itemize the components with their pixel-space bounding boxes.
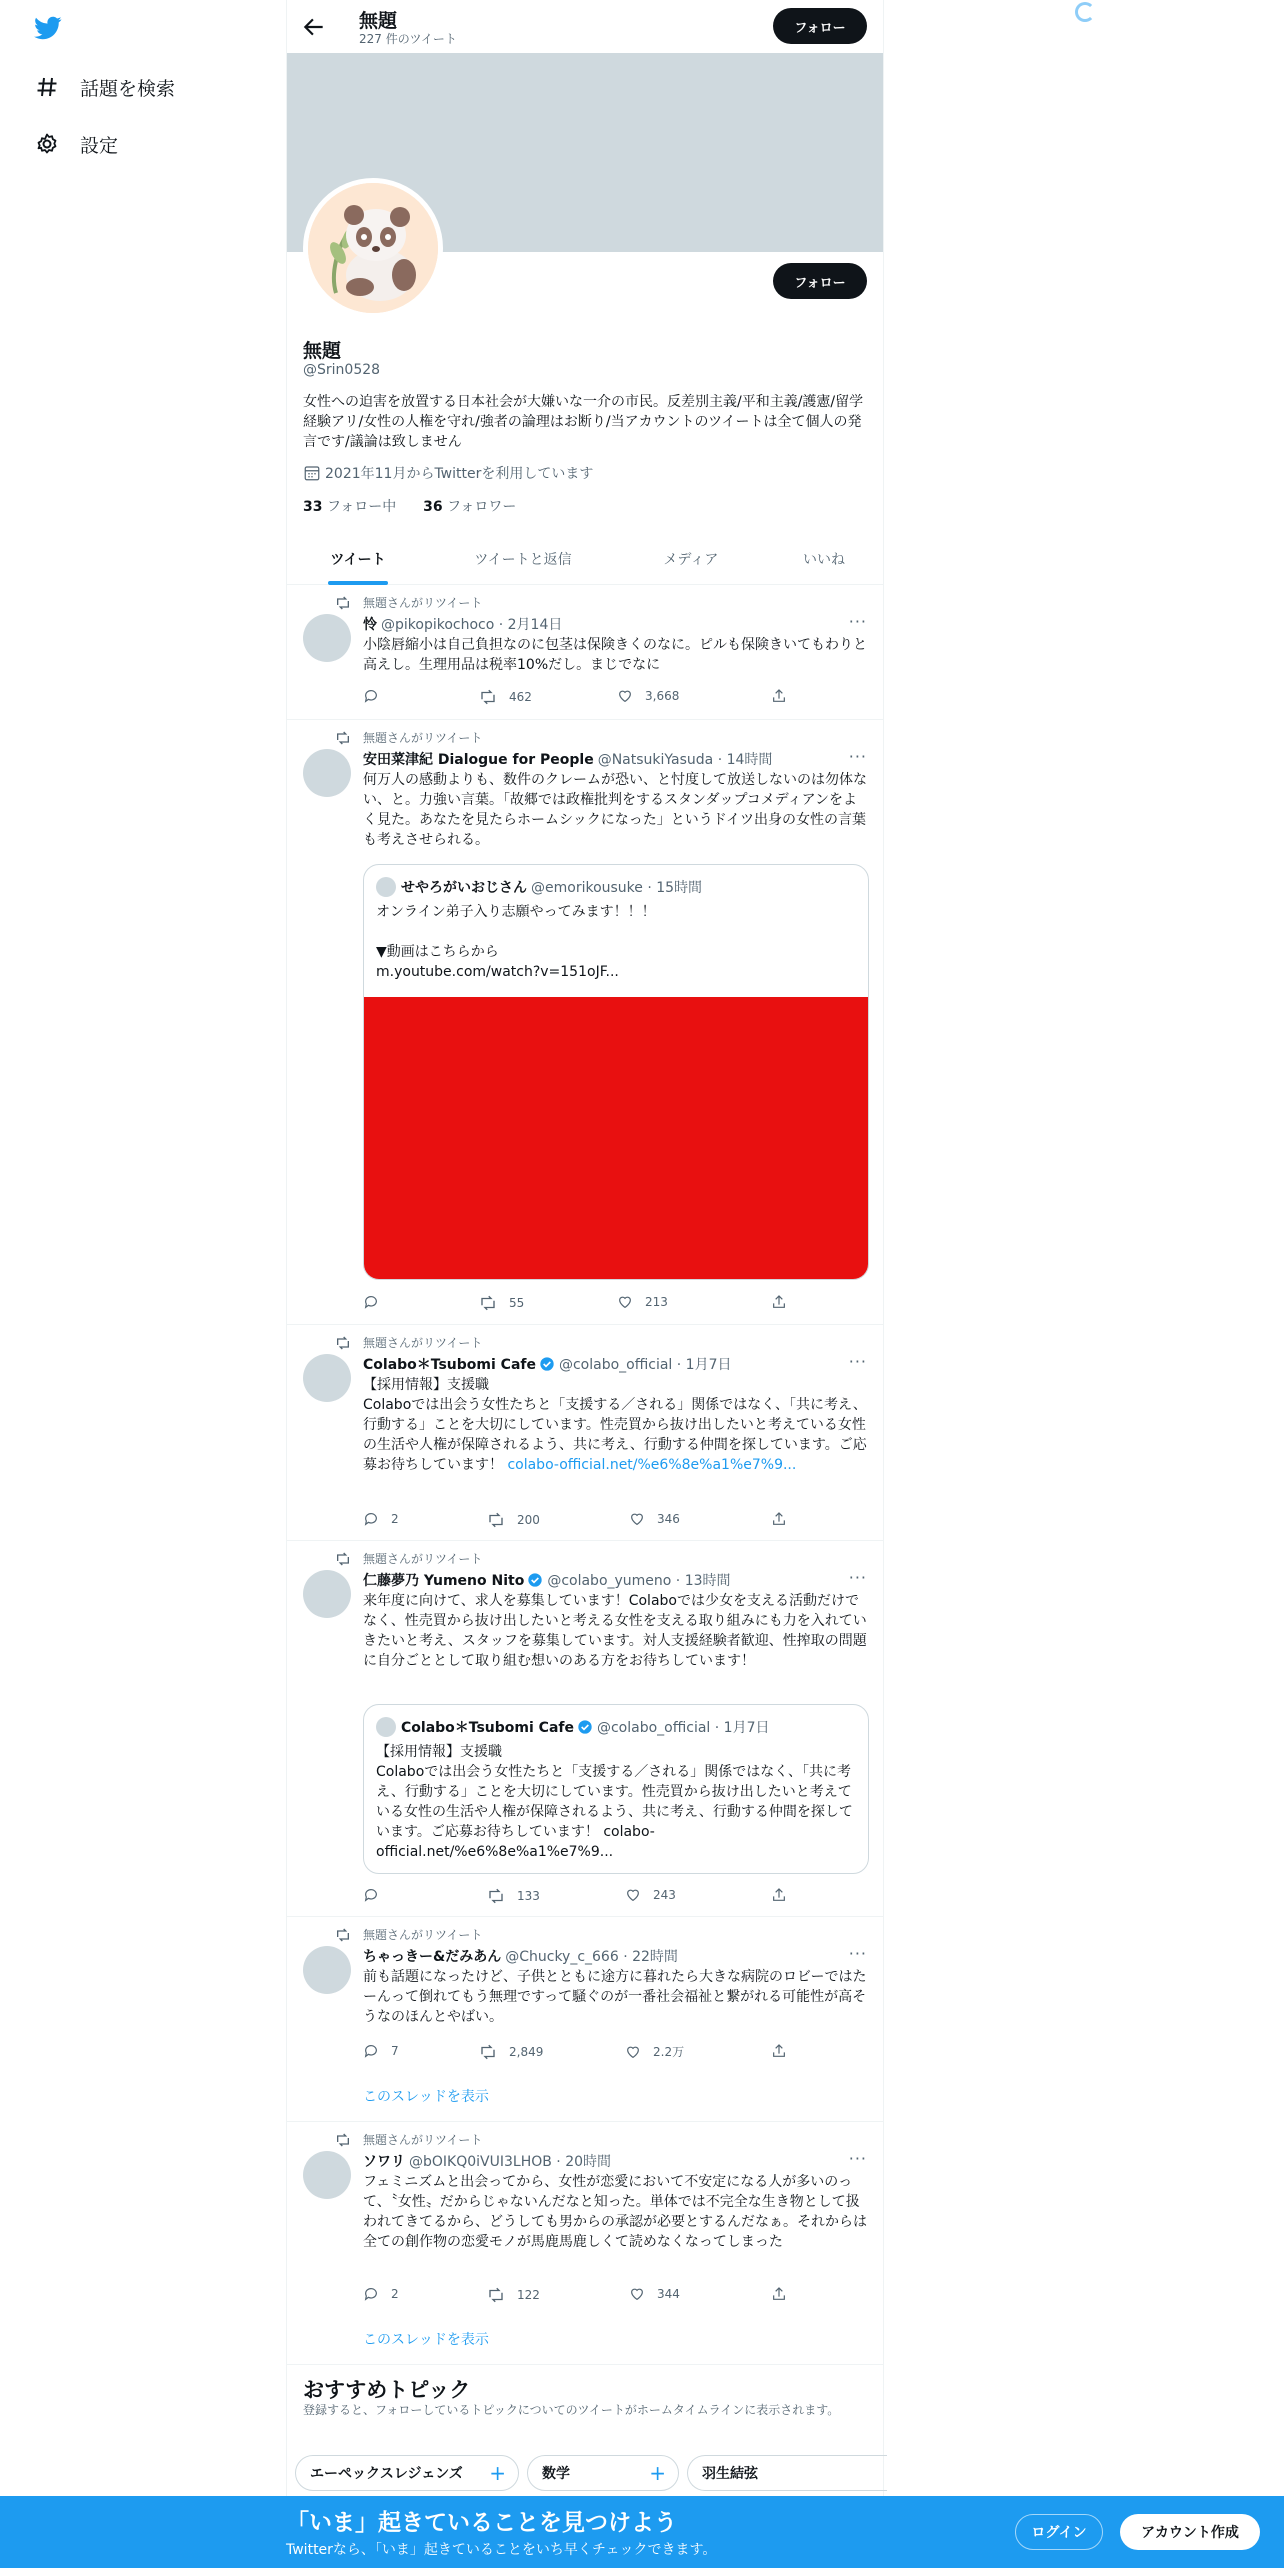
quote-header xyxy=(376,877,702,897)
retweet-button[interactable] xyxy=(487,1511,540,1529)
loading-spinner-icon xyxy=(1075,2,1095,22)
reply-button[interactable] xyxy=(363,2286,399,2302)
reply-button[interactable] xyxy=(363,1511,399,1527)
profile-stats xyxy=(303,496,516,516)
verified-badge-icon xyxy=(577,1719,593,1735)
avatar[interactable] xyxy=(303,1354,351,1402)
author-meta[interactable]: @colabo_official · 1月7日 xyxy=(558,1357,732,1373)
topic-chip[interactable] xyxy=(295,2455,519,2491)
like-button[interactable] xyxy=(625,1887,676,1903)
retweet-icon xyxy=(487,1887,505,1905)
tab-tweets[interactable] xyxy=(287,532,429,585)
tweet-header xyxy=(363,614,562,634)
retweet-count: 55 xyxy=(509,1296,525,1310)
quote-meta: @colabo_official · 1月7日 xyxy=(596,1720,770,1736)
retweet-context xyxy=(363,1550,482,1567)
tab-media-label: メディア xyxy=(663,551,719,568)
author-meta[interactable]: @Chucky_c_666 · 22時間 xyxy=(505,1949,678,1965)
author-name[interactable]: 怜 xyxy=(363,617,377,633)
like-count: 346 xyxy=(657,1512,680,1526)
author-name[interactable]: 仁藤夢乃 Yumeno Nito xyxy=(363,1573,525,1589)
avatar[interactable] xyxy=(303,2151,351,2199)
profile-name: 無題 xyxy=(303,340,342,362)
retweet-context xyxy=(363,1926,482,1943)
tab-likes-label: いいね xyxy=(803,551,845,568)
login-button[interactable]: ログイン xyxy=(1015,2514,1103,2550)
topic-chip[interactable] xyxy=(527,2455,679,2491)
tab-likes[interactable] xyxy=(765,532,883,585)
following-count: 33 xyxy=(303,499,323,515)
retweet-count: 122 xyxy=(517,2288,540,2302)
share-icon xyxy=(771,1887,787,1903)
share-icon xyxy=(771,1294,787,1310)
heart-icon xyxy=(625,1887,641,1903)
retweet-context-text: 無題さんがリツイート xyxy=(363,2133,483,2147)
quote-media[interactable] xyxy=(364,997,868,1279)
retweet-button[interactable] xyxy=(479,688,532,706)
retweet-context xyxy=(363,729,482,746)
like-count: 3,668 xyxy=(645,689,680,703)
following-label: フォロー中 xyxy=(326,499,397,515)
profile-bio: 女性への迫害を放置する日本社会が大嫌いな一介の市民。反差別主義/平和主義/護憲/留学経験アリ/女性の人権を守れ/強者の論理はお断り/当アカウントのツイートは全て個人の発言です/議論は致しません xyxy=(303,394,864,450)
retweet-context xyxy=(363,594,482,611)
reply-count: 7 xyxy=(391,2044,399,2058)
quote-author-name: Colabo＊Tsubomi Cafe xyxy=(401,1720,574,1736)
reply-icon xyxy=(363,1511,379,1527)
more-icon[interactable]: ··· xyxy=(848,2149,867,2168)
followers-label: フォロワー xyxy=(447,499,517,515)
author-name[interactable]: ちゃっきー&だみあん xyxy=(363,1949,502,1965)
signup-banner xyxy=(0,2496,1284,2568)
reply-count: 2 xyxy=(391,1512,399,1526)
reply-button[interactable] xyxy=(363,1294,379,1310)
retweet-count: 200 xyxy=(517,1513,540,1527)
author-name[interactable]: Colabo＊Tsubomi Cafe xyxy=(363,1357,536,1373)
tweet-item[interactable] xyxy=(287,2123,883,2365)
nav-explore[interactable] xyxy=(34,67,175,107)
profile-avatar[interactable] xyxy=(303,178,443,318)
avatar[interactable] xyxy=(303,749,351,797)
retweet-small-icon xyxy=(335,730,351,746)
topic-chip-label: 数学 xyxy=(542,2466,570,2482)
author-meta[interactable]: @NatsukiYasuda · 14時間 xyxy=(597,752,773,768)
reply-button[interactable] xyxy=(363,688,379,704)
quote-header xyxy=(376,1717,770,1737)
profile-handle: @Srin0528 xyxy=(303,362,381,378)
quoted-tweet[interactable] xyxy=(363,864,869,1280)
retweet-context-text: 無題さんがリツイート xyxy=(363,731,483,745)
quote-avatar xyxy=(376,877,396,897)
tab-tweets-label: ツイート xyxy=(330,551,386,568)
following-link[interactable] xyxy=(303,499,396,515)
tweet-text xyxy=(363,1375,869,1475)
retweet-button[interactable] xyxy=(487,1887,540,1905)
like-count: 213 xyxy=(645,1295,668,1309)
retweet-context xyxy=(363,2131,482,2148)
reply-icon xyxy=(363,1294,379,1310)
topics-subtitle: 登録すると、フォローしているトピックについてのツイートがホームタイムラインに表示されます。 xyxy=(303,2403,840,2417)
retweet-count: 462 xyxy=(509,690,532,704)
quote-text: 【採用情報】支援職 Colaboでは出会う女性たちと「支援する／される」関係ではなく、「共に考え、行動する」ことを大切にしています。性売買から抜け出したいと考えている女性の生活や人権が保障されるよう、共に考え、行動する仲間を探しています。ご応募お待ちしています！ colabo-official.net/%e6%8e%a1%e7%9... xyxy=(376,1744,853,1860)
tweet-item[interactable] xyxy=(287,1326,883,1541)
tweet-actions xyxy=(363,2043,793,2063)
tweet-header xyxy=(363,1354,732,1374)
more-icon[interactable]: ··· xyxy=(848,747,867,766)
tweet-text: 前も話題になったけど、子供とともに途方に暮れたら大きな病院のロビーではたーんって倒れてもう無理ですって騒ぐのが一番社会福祉と繋がれる可能性が高そうなのほんとやばい。 xyxy=(363,1969,867,2025)
retweet-context-text: 無題さんがリツイート xyxy=(363,596,483,610)
share-button[interactable] xyxy=(771,688,787,704)
top-bar xyxy=(287,0,883,53)
share-button[interactable] xyxy=(771,1511,787,1527)
profile-follow-button[interactable]: フォロー xyxy=(773,263,867,299)
avatar[interactable] xyxy=(303,614,351,662)
tweet-actions xyxy=(363,1887,793,1907)
topics-title: おすすめトピック xyxy=(303,2378,471,2402)
retweet-icon xyxy=(479,2043,497,2061)
topic-chip-label: エーペックスレジェンズ xyxy=(310,2466,463,2482)
reply-icon xyxy=(363,2286,379,2302)
like-button[interactable] xyxy=(629,2286,680,2302)
nav-settings[interactable] xyxy=(34,124,118,164)
panda-avatar-icon xyxy=(308,183,438,313)
author-name[interactable]: 安田菜津紀 Dialogue for People xyxy=(363,752,594,768)
followers-count: 36 xyxy=(423,499,443,515)
tab-tweets-replies-label: ツイートと返信 xyxy=(474,551,572,568)
more-icon[interactable]: ··· xyxy=(848,1944,867,1963)
reply-icon xyxy=(363,688,379,704)
retweet-context-text: 無題さんがリツイート xyxy=(363,1928,483,1942)
retweet-count: 2,849 xyxy=(509,2045,544,2059)
share-icon xyxy=(771,2043,787,2059)
tweet-header xyxy=(363,749,772,769)
retweet-small-icon xyxy=(335,1551,351,1567)
plus-icon: + xyxy=(489,2461,506,2485)
retweet-button[interactable] xyxy=(479,2043,543,2061)
profile-joined-text: 2021年11月からTwitterを利用しています xyxy=(325,466,594,482)
retweet-context-text: 無題さんがリツイート xyxy=(363,1552,483,1566)
like-count: 2.2万 xyxy=(653,2045,685,2059)
retweet-icon xyxy=(487,1511,505,1529)
retweet-button[interactable] xyxy=(479,1294,524,1312)
signup-button[interactable]: アカウント作成 xyxy=(1120,2514,1260,2550)
retweet-icon xyxy=(487,2286,505,2304)
reply-button[interactable] xyxy=(363,2043,399,2059)
profile-tabs xyxy=(287,532,883,585)
reply-count: 2 xyxy=(391,2287,399,2301)
followers-link[interactable] xyxy=(423,499,516,515)
tweet-text-body: 【採用情報】支援職 Colaboでは出会う女性たちと「支援する／される」関係ではなく、「共に考え、行動する」ことを大切にしています。性売買から抜け出したいと考えている女性の生活や人権が保障されるよう、共に考え、行動する仲間を探しています。ご応募お待ちしています！ xyxy=(363,1377,867,1473)
retweet-icon xyxy=(479,688,497,706)
retweet-context xyxy=(363,1334,482,1351)
profile-joined xyxy=(303,463,593,483)
tweet-text: 来年度に向けて、求人を募集しています！Colaboでは少女を支える活動だけでなく、性売買から抜け出したいと考える女性を支える取り組みにも力を入れていきたいと考え、スタッフを募集しています。対人支援経験者歓迎、性搾取の問題に自分ごととして取り組む想いのある方をお待ちしています！ xyxy=(363,1593,867,1669)
retweet-button[interactable] xyxy=(487,2286,540,2304)
topic-chip-label: 羽生結弦 xyxy=(702,2466,758,2482)
tweet-item[interactable] xyxy=(287,1918,883,2122)
author-name[interactable]: ソワリ xyxy=(363,2154,405,2170)
heart-icon xyxy=(629,1511,645,1527)
tweet-actions xyxy=(363,2286,793,2306)
tweet-item[interactable] xyxy=(287,721,883,1325)
quoted-tweet[interactable] xyxy=(363,1704,869,1874)
signup-banner-title: 「いま」起きていることを見つけよう xyxy=(286,2510,677,2536)
tweet-item[interactable] xyxy=(287,1542,883,1917)
hash-icon xyxy=(34,74,60,100)
verified-badge-icon xyxy=(539,1356,555,1372)
retweet-small-icon xyxy=(335,1335,351,1351)
more-icon[interactable]: ··· xyxy=(848,1568,867,1587)
tweet-header xyxy=(363,1946,678,1966)
quote-avatar xyxy=(376,1717,396,1737)
quote-text: オンライン弟子入り志願やってみます！！！ ▼動画はこちらから m.youtube.com/watch?v=151oJF... xyxy=(376,904,656,980)
tab-tweets-replies[interactable] xyxy=(429,532,617,585)
share-icon xyxy=(771,2286,787,2302)
retweet-context-text: 無題さんがリツイート xyxy=(363,1336,483,1350)
tweet-item[interactable] xyxy=(287,586,883,720)
gear-icon xyxy=(34,131,60,157)
tweet-text: 小陰唇縮小は自己負担なのに包茎は保険きくのなに。ピルも保険きいてもわりと高えし。生理用品は税率10%だし。まじでなに xyxy=(363,637,867,673)
retweet-small-icon xyxy=(335,595,351,611)
show-thread-link[interactable]: このスレッドを表示 xyxy=(363,2332,489,2348)
like-button[interactable] xyxy=(625,2043,684,2060)
show-thread-link[interactable]: このスレッドを表示 xyxy=(363,2089,489,2105)
nav-settings-label: 設定 xyxy=(80,134,119,157)
heart-icon xyxy=(629,2286,645,2302)
share-button[interactable] xyxy=(771,2043,787,2059)
topic-chip[interactable] xyxy=(687,2455,887,2491)
plus-icon: + xyxy=(649,2461,666,2485)
author-meta[interactable]: @pikopikochoco · 2月14日 xyxy=(381,617,563,633)
quote-author-name: せやろがいおじさん xyxy=(401,880,527,896)
header-tweet-count: 227 件のツイート xyxy=(359,32,457,46)
tweet-actions xyxy=(363,1294,793,1314)
share-icon xyxy=(771,1511,787,1527)
tab-active-indicator xyxy=(328,581,388,585)
back-arrow-icon[interactable] xyxy=(301,14,327,40)
tweet-text: 何万人の感動よりも、数件のクレームが恐い、と忖度して放送しないのは勿体ない、と。力強い言葉。「故郷では政権批判をするスタンダップコメディアンをよく見た。あなたを見たらホームシックになった」というドイツ出身の女性の言葉も考えさせられる。 xyxy=(363,772,867,848)
tweet-actions xyxy=(363,1511,793,1531)
like-count: 344 xyxy=(657,2287,680,2301)
like-button[interactable] xyxy=(617,1294,668,1310)
like-button[interactable] xyxy=(617,688,679,704)
more-icon[interactable]: ··· xyxy=(848,612,867,631)
share-button[interactable] xyxy=(771,2286,787,2302)
tweet-header xyxy=(363,1570,731,1590)
share-icon xyxy=(771,688,787,704)
like-button[interactable] xyxy=(629,1511,680,1527)
main-column xyxy=(286,0,884,2568)
twitter-logo-icon[interactable] xyxy=(33,14,63,42)
retweet-count: 133 xyxy=(517,1889,540,1903)
tweet-link[interactable]: colabo-official.net/%e6%8e%a1%e7%9... xyxy=(507,1457,797,1473)
author-meta[interactable]: @bOIKQ0iVUI3LHOB · 20時間 xyxy=(409,2154,612,2170)
reply-icon xyxy=(363,2043,379,2059)
share-button[interactable] xyxy=(771,1887,787,1903)
retweet-icon xyxy=(479,1294,497,1312)
avatar[interactable] xyxy=(303,1946,351,1994)
author-meta[interactable]: @colabo_yumeno · 13時間 xyxy=(547,1573,731,1589)
heart-icon xyxy=(617,1294,633,1310)
more-icon[interactable]: ··· xyxy=(848,1352,867,1371)
tab-media[interactable] xyxy=(617,532,765,585)
tweet-actions xyxy=(363,688,793,708)
header-follow-button[interactable]: フォロー xyxy=(773,8,867,44)
share-button[interactable] xyxy=(771,1294,787,1310)
avatar[interactable] xyxy=(303,1570,351,1618)
tweet-text: フェミニズムと出会ってから、女性が恋愛において不安定になる人が多いのって、〝女性〟だからじゃないんだなと知った。単体では不完全な生き物として扱われてきてるから、どうしても男からの承認が必要とするんだなぁ。それからは全ての創作物の恋愛モノが馬鹿馬鹿しくて読めなくなってしまった xyxy=(363,2174,867,2250)
header-title: 無題 xyxy=(359,10,398,32)
heart-icon xyxy=(617,688,633,704)
retweet-small-icon xyxy=(335,2132,351,2148)
reply-icon xyxy=(363,1887,379,1903)
retweet-small-icon xyxy=(335,1927,351,1943)
tweet-header xyxy=(363,2151,611,2171)
verified-badge-icon xyxy=(527,1572,543,1588)
calendar-icon xyxy=(303,464,321,482)
reply-button[interactable] xyxy=(363,1887,379,1903)
nav-explore-label: 話題を検索 xyxy=(80,77,176,100)
heart-icon xyxy=(625,2044,641,2060)
like-count: 243 xyxy=(653,1888,676,1902)
signup-banner-subtitle: Twitterなら、「いま」起きていることをいち早くチェックできます。 xyxy=(286,2542,717,2558)
quote-meta: @emorikousuke · 15時間 xyxy=(531,880,703,896)
